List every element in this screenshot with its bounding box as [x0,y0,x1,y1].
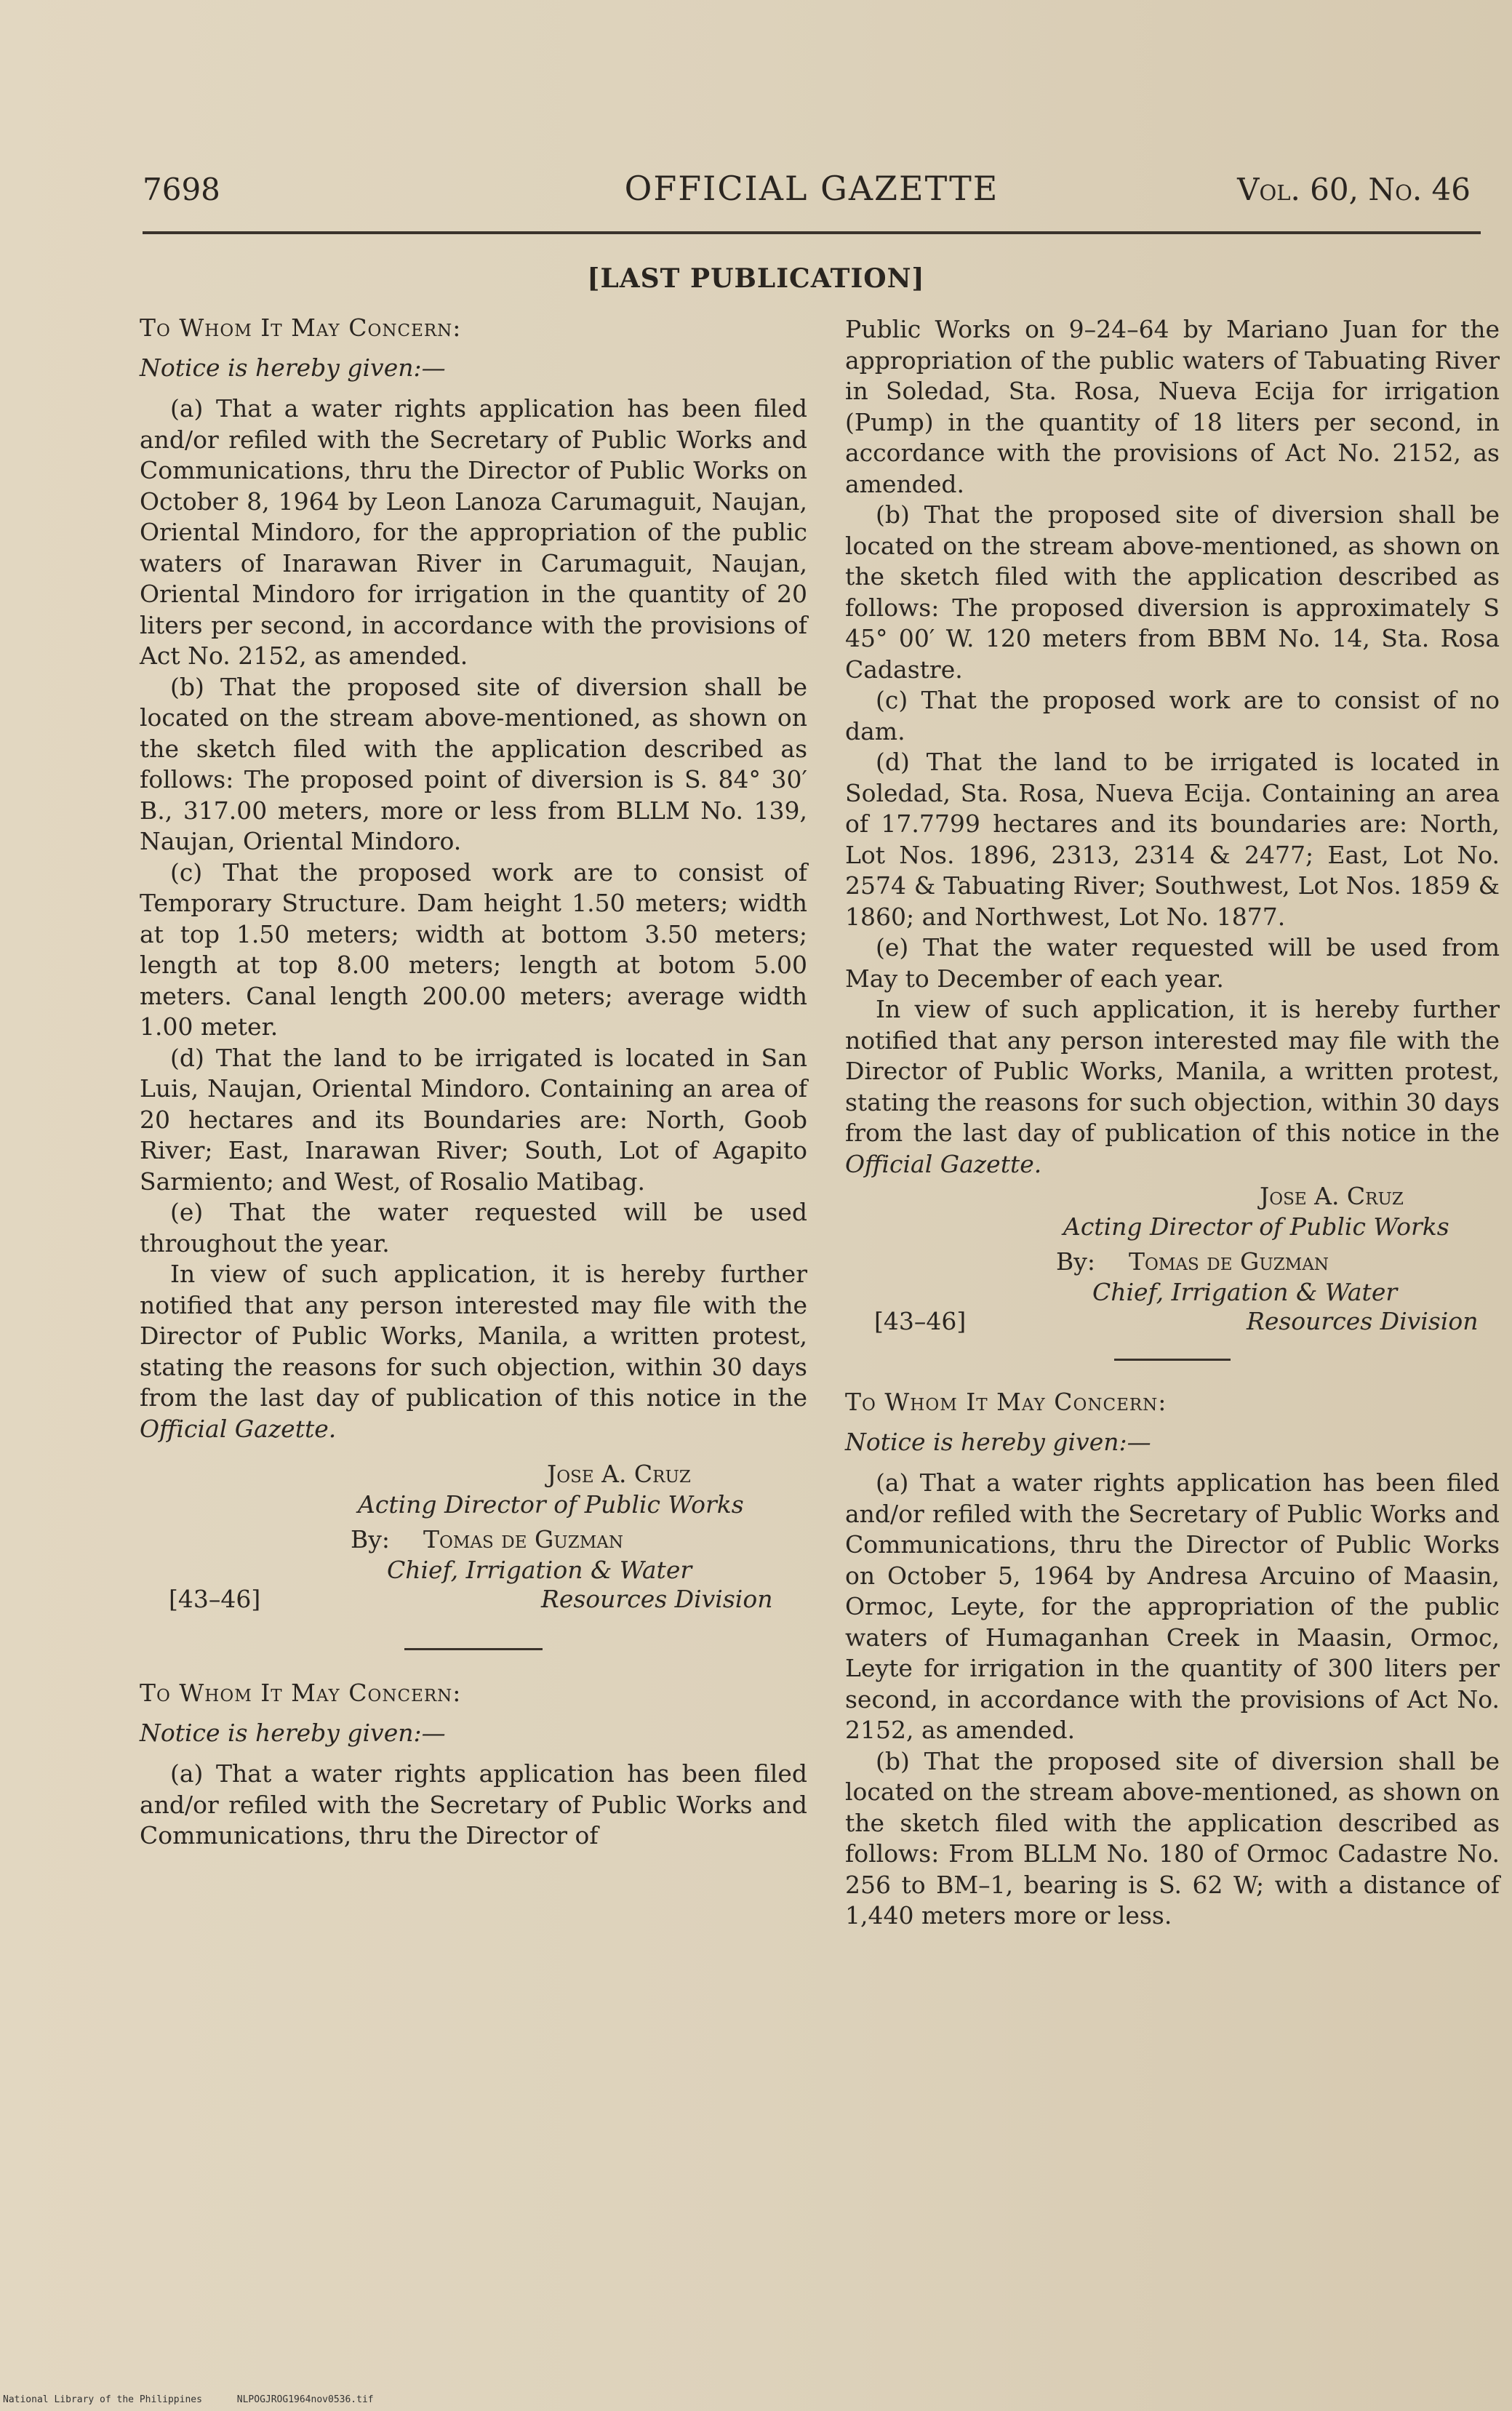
notice2-ref: [43–46] [874,1307,967,1335]
notice2-closing: In view of such application, it is hereby further notified that any person interested may file with the Director of Public Works, Manila, a written protest, stating the reasons for such objection, within 30 days from the last day of publication of this notice in the Official Gazette. [845,995,1500,1178]
notice3-para-a: (a) That a water rights application has been filed and/or refiled with the Secretary of Public Works and Communications, thru the Director of Public Works on October 5, 1964 by Andresa Arcuino of Maasin, Ormoc, Leyte, for the appropriation of the public waters of Humaganhan Creek in Maasin, Ormoc, Leyte for irrigation in the quantity of 300 liters per second, in accordance with the provisions of Act No. 2152, as amended. [845,1468,1500,1744]
notice1-para-b: (b) That the proposed site of diversion shall be located on the stream above-mentioned, as shown on the sketch filed with the application described as follows: The proposed point of diversion is S. 84° 30′ B., 317.00 meters, more or less from BLLM No. 139, Naujan, Oriental Mindoro. [140,672,807,855]
notice3-given: Notice is hereby given:— [845,1427,1151,1456]
notice1-para-d: (d) That the land to be irrigated is located in San Luis, Naujan, Oriental Mindoro. Containing an area of 20 hectares and its Boundaries are: North, Goob River; East, Inarawan River; South, Lot of Agapito Sarmiento; and West, of Rosalio Matibag. [140,1043,807,1196]
last-publication-banner: [LAST PUBLICATION] [587,263,925,294]
notice3-para-b: (b) That the proposed site of diversion shall be located on the stream above-mentioned, as shown on the sketch filed with the application described as follows: From BLLM No. 180 of Ormoc Cadastre No. 256 to BM–1, bearing is S. 62 W; with a distance of 1,440 meters more or less. [845,1746,1500,1930]
notice1-by-title-2: Resources Division [541,1585,773,1613]
notice2-para-a-start: (a) That a water rights application has been filed and/or refiled with the Secretary of Public Works and Communications, thru the Director of [140,1759,807,1850]
notice2-para-b: (b) That the proposed site of diversion shall be located on the stream above-mentioned, as shown on the sketch filed with the application described as follows: The proposed diversion is approximately S 45° 00′ W. 120 meters from BBM No. 14, Sta. Rosa Cadastre. [845,500,1500,684]
notice1-closing-italic: Official Gazette. [140,1414,337,1443]
notice2-by-title-1: Chief, Irrigation & Water [1092,1278,1398,1306]
notice1-ref: [43–46] [169,1585,261,1613]
notice2-by-name: Tomas de Guzman [1129,1247,1329,1276]
notice2-signature [845,1180,1500,1335]
notice2-salutation: To Whom It May Concern: [140,1679,462,1707]
right-column [845,314,1500,1932]
notice1-given: Notice is hereby given:— [140,353,446,382]
footer-library: National Library of the Philippines [3,2394,202,2405]
notice2-given: Notice is hereby given:— [140,1718,446,1747]
publication-title: OFFICIAL GAZETTE [624,169,999,208]
scan-footer [3,2394,403,2405]
notice1-para-c: (c) That the proposed work are to consist of Temporary Structure. Dam height 1.50 meters; width at top 1.50 meters; width at bottom 3.50 meters; length at top 8.00 meters; length at botom 5.00 meters. Canal length 200.00 meters; average width 1.00 meter. [140,857,807,1041]
notice1-signature [140,1444,807,1613]
notice2-para-e: (e) That the water requested will be used from May to December of each year. [845,933,1500,993]
notice1-closing: In view of such application, it is hereby further notified that any person interested may file with the Director of Public Works, Manila, a written protest, stating the reasons for such objection, within 30 days from the last day of publication of this notice in the Official Gazette. [140,1260,807,1443]
notice-divider [404,1648,543,1650]
notice2-signer: Jose A. Cruz [1260,1182,1404,1210]
left-column [140,311,807,1852]
notice2-para-c: (c) That the proposed work are to consist of no dam. [845,686,1500,745]
notice1-signer: Jose A. Cruz [547,1460,691,1488]
notice1-by-title-1: Chief, Irrigation & Water [387,1556,692,1584]
page-number: 7698 [143,172,220,207]
notice2-para-a-continued: Public Works on 9–24–64 by Mariano Juan for the appropriation of the public waters of Tabuating River in Soledad, Sta. Rosa, Nueva Ecija for irrigation (Pump) in the quantity of 18 liters per second, in accordance with the provisions of Act No. 2152, as amended. [845,315,1500,498]
notice2-signer-title: Acting Director of Public Works [1063,1212,1449,1241]
notice2-closing-italic: Official Gazette. [845,1149,1042,1178]
header-rule [143,231,1481,234]
notice1-para-e: (e) That the water requested will be used throughout the year. [140,1198,807,1258]
footer-file: NLPOGJROG1964nov0536.tif [236,2394,374,2405]
notice1-by-name: Tomas de Guzman [423,1525,624,1554]
notice1-salutation: To Whom It May Concern: [140,313,462,342]
notice1-by: By: [351,1525,391,1554]
notice-divider [1114,1359,1231,1361]
notice1-signer-title: Acting Director of Public Works [358,1490,744,1519]
notice2-para-d: (d) That the land to be irrigated is located in Soledad, Sta. Rosa, Nueva Ecija. Containing an area of 17.7799 hectares and its boundaries are: North, Lot Nos. 1896, 2313, 2314 & 2477; East, Lot No. 2574 & Tabuating River; Southwest, Lot Nos. 1859 & 1860; and Northwest, Lot No. 1877. [845,748,1500,931]
notice3-salutation: To Whom It May Concern: [845,1388,1167,1416]
volume-number: Vol. 60, No. 46 [1237,172,1471,207]
notice2-by: By: [1056,1247,1096,1276]
notice2-by-title-2: Resources Division [1247,1307,1479,1335]
notice1-para-a: (a) That a water rights application has been filed and/or refiled with the Secretary of Public Works and Communications, thru the Director of Public Works on October 8, 1964 by Leon Lanoza Carumaguit, Naujan, Oriental Mindoro, for the appropriation of the public waters of Inarawan River in Carumaguit, Naujan, Oriental Mindoro for irrigation in the quantity of 20 liters per second, in accordance with the provisions of Act No. 2152, as amended. [140,394,807,670]
page-header [143,169,1481,220]
